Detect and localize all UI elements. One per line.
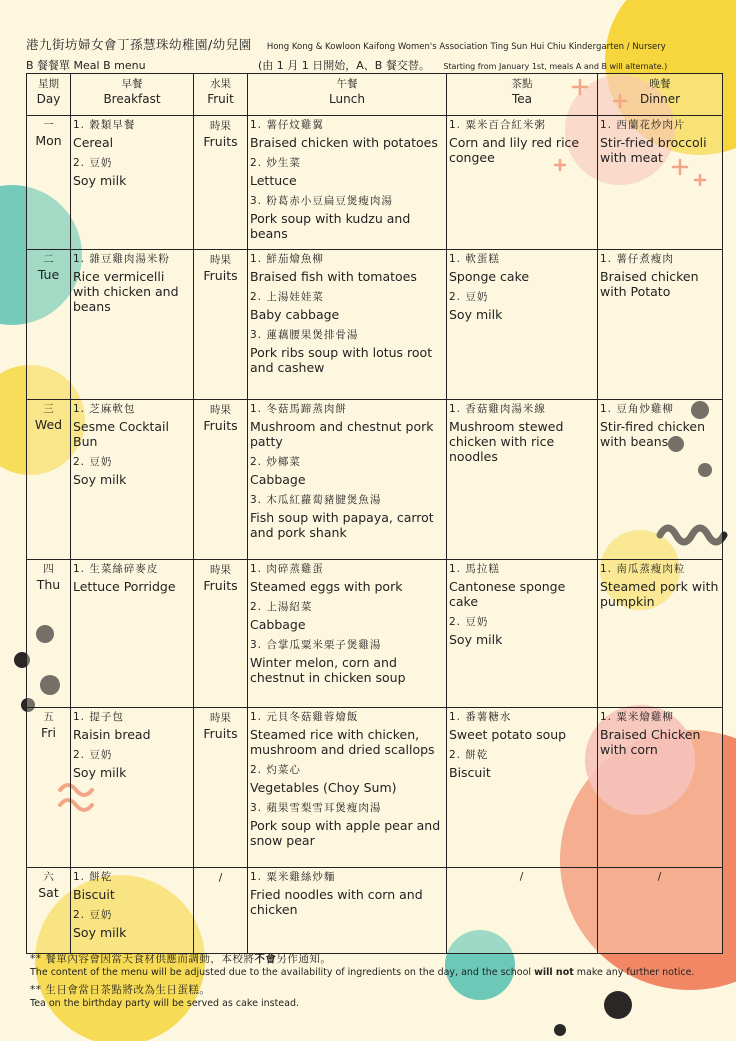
- fruit-cell: [194, 116, 248, 250]
- fruit-cn: 時果: [210, 254, 231, 266]
- item-name-en: Fried noodles with corn and chicken: [250, 887, 423, 917]
- column-header-tea: [447, 74, 598, 116]
- item-name-cn: 1. 肉碎蒸雞蛋: [250, 563, 324, 575]
- dinner-cell: [598, 400, 723, 560]
- table-row: [27, 868, 723, 954]
- day-cn: 六: [43, 871, 54, 883]
- breakfast-cell: [71, 250, 194, 400]
- fruit-cell: [194, 400, 248, 560]
- item-name-cn: 2. 上湯紹菜: [250, 601, 313, 613]
- fruit-en: Fruits: [203, 134, 238, 149]
- day-en: Fri: [41, 725, 56, 740]
- tea-item: [449, 710, 595, 742]
- item-name-en: Braised Chicken with corn: [600, 727, 701, 757]
- lunch-cell: [248, 560, 447, 708]
- item-name-en: Sponge cake: [449, 269, 530, 284]
- item-name-en: Biscuit: [449, 765, 491, 780]
- dinner-item: [600, 252, 720, 299]
- day-cn: 三: [43, 403, 54, 415]
- tea-item: [449, 748, 595, 780]
- item-name-cn: 3. 粉葛赤小豆扁豆煲瘦肉湯: [250, 195, 393, 207]
- item-name-en: Baby cabbage: [250, 307, 340, 322]
- alternation-note: [258, 57, 667, 73]
- item-name-cn: 1. 生菜絲碎麥皮: [73, 563, 159, 575]
- column-header-cn: 晚餐: [649, 78, 671, 90]
- item-name-en: Braised chicken with Potato: [600, 269, 699, 299]
- day-cell: [27, 868, 71, 954]
- menu-label: B 餐餐單 Meal B menu: [26, 59, 146, 72]
- lunch-item: [250, 402, 444, 449]
- table-row: [27, 250, 723, 400]
- item-name-en: Sweet potato soup: [449, 727, 567, 742]
- column-header-lunch: [248, 74, 447, 116]
- tea-item: [449, 562, 595, 609]
- day-cell: [27, 400, 71, 560]
- item-name-en: Corn and lily red rice congee: [449, 135, 580, 165]
- column-header-en: Fruit: [207, 92, 234, 106]
- item-name-cn: 2. 上湯娃娃菜: [250, 291, 324, 303]
- item-name-cn: 1. 粟米百合紅米粥: [449, 119, 546, 131]
- column-header-en: Dinner: [639, 92, 681, 106]
- school-name-en: Hong Kong & Kowloon Kaifong Women's Association Ting Sun Hui Chiu Kindergarten / Nursery: [266, 42, 666, 52]
- lunch-cell: [248, 708, 447, 868]
- breakfast-cell: [71, 868, 194, 954]
- fruit-cell: [194, 868, 248, 954]
- item-name-cn: 1. 薯仔煮瘦肉: [600, 253, 674, 265]
- dinner-item: [600, 562, 720, 609]
- fruit-cn: 時果: [210, 404, 231, 416]
- breakfast-cell: [71, 560, 194, 708]
- menu-table: [26, 73, 723, 954]
- item-name-cn: 2. 豆奶: [73, 909, 113, 921]
- dinner-cell: [598, 560, 723, 708]
- item-name-en: Rice vermicelli with chicken and beans: [73, 269, 179, 314]
- fruit-cn: 時果: [210, 120, 231, 132]
- item-name-en: Steamed rice with chicken, mushroom and dried scallops: [250, 727, 435, 757]
- lunch-cell: [248, 116, 447, 250]
- fruit-cell: [194, 560, 248, 708]
- column-header-en: Breakfast: [103, 92, 161, 106]
- item-name-en: Biscuit: [73, 887, 115, 902]
- item-name-en: Cabbage: [250, 472, 306, 487]
- menu-subheader: [26, 57, 726, 73]
- breakfast-item: [73, 455, 191, 487]
- alternation-note-en: Starting from January 1st, meals A and B will alternate.): [443, 62, 668, 71]
- alternation-note-cn: (由 1 月 1 日開始，A、B 餐交替。: [258, 59, 430, 72]
- tea-item: [449, 402, 595, 464]
- item-name-cn: 1. 芝麻軟包: [73, 403, 136, 415]
- fruit-en: Fruits: [203, 578, 238, 593]
- column-header-en: Tea: [511, 92, 533, 106]
- item-name-en: Sesme Cocktail Bun: [73, 419, 169, 449]
- dinner-item: [600, 402, 720, 449]
- day-en: Sat: [38, 885, 59, 900]
- item-name-cn: 1. 粟米燴雞柳: [600, 711, 674, 723]
- lunch-item: [250, 290, 444, 322]
- item-name-cn: 1. 番薯糖水: [449, 711, 512, 723]
- lunch-item: [250, 763, 444, 795]
- item-name-cn: 2. 豆奶: [449, 616, 489, 628]
- table-row: [27, 400, 723, 560]
- item-name-en: Raisin bread: [73, 727, 151, 742]
- lunch-item: [250, 801, 444, 848]
- lunch-item: [250, 328, 444, 375]
- item-name-cn: 1. 軟蛋糕: [449, 253, 500, 265]
- item-name-en: Pork soup with apple pear and snow pear: [250, 818, 441, 848]
- lunch-item: [250, 638, 444, 685]
- item-name-cn: 1. 冬菇馬蹄蒸肉餅: [250, 403, 347, 415]
- lunch-item: [250, 252, 444, 284]
- item-name-cn: 2. 餅乾: [449, 749, 489, 761]
- column-header-cn: 早餐: [121, 78, 143, 90]
- fruit-cell: [194, 708, 248, 868]
- tea-cell: [447, 116, 598, 250]
- lunch-cell: [248, 250, 447, 400]
- day-cn: 四: [43, 563, 54, 575]
- lunch-item: [250, 455, 444, 487]
- item-name-cn: 2. 豆奶: [449, 291, 489, 303]
- lunch-item: [250, 156, 444, 188]
- item-name-cn: 1. 西蘭花炒肉片: [600, 119, 686, 131]
- note-adjustment-en: The content of the menu will be adjusted due to the availability of ingredients on the day, and the school will not make any further notice.: [30, 967, 695, 978]
- lunch-cell: [248, 868, 447, 954]
- item-name-en: Cantonese sponge cake: [449, 579, 566, 609]
- item-name-cn: 1. 鮮茄燴魚柳: [250, 253, 324, 265]
- breakfast-cell: [71, 708, 194, 868]
- item-name-en: Soy milk: [73, 765, 127, 780]
- day-cn: 一: [43, 119, 54, 131]
- breakfast-cell: [71, 400, 194, 560]
- item-name-cn: 2. 豆奶: [73, 157, 113, 169]
- item-name-cn: 3. 蘋果雪梨雪耳煲瘦肉湯: [250, 802, 382, 814]
- fruit-en: Fruits: [203, 268, 238, 283]
- dinner-item: [600, 710, 720, 757]
- tea-cell: [447, 400, 598, 560]
- tea-item: [449, 615, 595, 647]
- lunch-item: [250, 600, 444, 632]
- school-name-cn: 港九街坊婦女會丁孫慧珠幼稚園/幼兒園: [26, 37, 252, 52]
- item-name-cn: 2. 灼菜心: [250, 764, 301, 776]
- fruit-cn: 時果: [210, 712, 231, 724]
- column-header-dinner: [598, 74, 723, 116]
- item-name-en: Cereal: [73, 135, 114, 150]
- menu-body: [27, 116, 723, 954]
- header: [26, 34, 726, 54]
- note-birthday-en: Tea on the birthday party will be served as cake instead.: [30, 998, 300, 1009]
- item-name-en: Stir-fried broccoli with meat: [600, 135, 707, 165]
- item-name-cn: 3. 木瓜紅蘿蔔豬腱煲魚湯: [250, 494, 382, 506]
- table-row: [27, 560, 723, 708]
- dinner-item: [600, 118, 720, 165]
- item-name-cn: /: [657, 871, 663, 883]
- item-name-cn: 1. 提子包: [73, 711, 124, 723]
- dinner-cell: [598, 708, 723, 868]
- item-name-cn: 1. 薯仔炆雞翼: [250, 119, 324, 131]
- day-cn: 五: [43, 711, 54, 723]
- item-name-cn: 1. 豆角炒雞柳: [600, 403, 674, 415]
- tea-cell: [447, 708, 598, 868]
- item-name-en: Steamed pork with pumpkin: [600, 579, 719, 609]
- dinner-item: [600, 870, 720, 885]
- item-name-en: Soy milk: [73, 472, 127, 487]
- item-name-en: Braised fish with tomatoes: [250, 269, 417, 284]
- fruit-cn: 時果: [210, 564, 231, 576]
- item-name-cn: 1. 馬拉糕: [449, 563, 500, 575]
- item-name-cn: 2. 豆奶: [73, 749, 113, 761]
- tea-item: [449, 118, 595, 165]
- item-name-cn: 1. 穀類早餐: [73, 119, 136, 131]
- item-name-en: Pork soup with kudzu and beans: [250, 211, 411, 241]
- day-en: Wed: [34, 417, 63, 432]
- table-row: [27, 116, 723, 250]
- lunch-cell: [248, 400, 447, 560]
- column-header-fruit: [194, 74, 248, 116]
- column-header-cn: 茶點: [511, 78, 533, 90]
- item-name-en: Steamed eggs with pork: [250, 579, 403, 594]
- column-header-day: [27, 74, 71, 116]
- table-row: [27, 708, 723, 868]
- dinner-cell: [598, 250, 723, 400]
- breakfast-item: [73, 252, 191, 314]
- item-name-en: Vegetables (Choy Sum): [250, 780, 397, 795]
- day-en: Thu: [36, 577, 61, 592]
- note-birthday-cn: ** 生日會當日茶點將改為生日蛋糕。: [30, 984, 211, 996]
- breakfast-item: [73, 562, 191, 594]
- item-name-cn: 1. 南瓜蒸瘦肉粒: [600, 563, 686, 575]
- note-adjustment-cn: ** 餐單內容會因當天食材供應而調動，本校將不會另作通知。: [30, 953, 332, 965]
- item-name-cn: 1. 香菇雞肉湯米線: [449, 403, 546, 415]
- column-header-breakfast: [71, 74, 194, 116]
- lunch-item: [250, 710, 444, 757]
- column-header-en: Lunch: [329, 92, 365, 106]
- item-name-en: Mushroom and chestnut pork patty: [250, 419, 434, 449]
- day-cell: [27, 708, 71, 868]
- dinner-cell: [598, 868, 723, 954]
- item-name-cn: 3. 蓮藕腰果煲排骨湯: [250, 329, 359, 341]
- fruit-en: Fruits: [203, 726, 238, 741]
- breakfast-item: [73, 748, 191, 780]
- item-name-cn: 1. 粟米雞絲炒麵: [250, 871, 336, 883]
- tea-cell: [447, 560, 598, 708]
- dinner-cell: [598, 116, 723, 250]
- item-name-en: Soy milk: [73, 925, 127, 940]
- fruit-cn: /: [218, 872, 223, 884]
- lunch-item: [250, 493, 444, 540]
- breakfast-item: [73, 710, 191, 742]
- tea-item: [449, 870, 595, 885]
- table-header-row: [27, 74, 723, 116]
- column-header-cn: 星期: [38, 78, 59, 90]
- item-name-en: Lettuce: [250, 173, 297, 188]
- item-name-cn: 2. 炒椰菜: [250, 456, 301, 468]
- breakfast-item: [73, 908, 191, 940]
- item-name-en: Cabbage: [250, 617, 306, 632]
- item-name-cn: 3. 合掌瓜粟米栗子煲雞湯: [250, 639, 382, 651]
- breakfast-item: [73, 118, 191, 150]
- fruit-en: Fruits: [203, 418, 238, 433]
- column-header-en: Day: [36, 92, 61, 106]
- item-name-cn: /: [519, 871, 525, 883]
- item-name-en: Winter melon, corn and chestnut in chicken soup: [250, 655, 406, 685]
- breakfast-item: [73, 402, 191, 449]
- day-cell: [27, 116, 71, 250]
- fruit-cell: [194, 250, 248, 400]
- item-name-en: Lettuce Porridge: [73, 579, 176, 594]
- day-cell: [27, 250, 71, 400]
- day-cn: 二: [43, 253, 54, 265]
- item-name-en: Braised chicken with potatoes: [250, 135, 438, 150]
- item-name-en: Pork ribs soup with lotus root and cashew: [250, 345, 433, 375]
- item-name-cn: 1. 雜豆雞肉湯米粉: [73, 253, 170, 265]
- column-header-cn: 午餐: [336, 78, 358, 90]
- tea-item: [449, 290, 595, 322]
- item-name-en: Mushroom stewed chicken with rice noodles: [449, 419, 564, 464]
- item-name-cn: 1. 元貝冬菇雞蓉燴飯: [250, 711, 359, 723]
- lunch-item: [250, 194, 444, 241]
- column-header-cn: 水果: [210, 78, 231, 90]
- item-name-cn: 2. 豆奶: [73, 456, 113, 468]
- tea-cell: [447, 868, 598, 954]
- tea-cell: [447, 250, 598, 400]
- item-name-en: Soy milk: [449, 307, 503, 322]
- footer-notes: [30, 952, 720, 1014]
- breakfast-item: [73, 156, 191, 188]
- item-name-en: Soy milk: [73, 173, 127, 188]
- item-name-cn: 1. 餅乾: [73, 871, 113, 883]
- item-name-cn: 2. 炒生菜: [250, 157, 301, 169]
- lunch-item: [250, 870, 444, 917]
- item-name-en: Soy milk: [449, 632, 503, 647]
- breakfast-item: [73, 870, 191, 902]
- lunch-item: [250, 118, 444, 150]
- item-name-en: Stir-fired chicken with beans: [600, 419, 706, 449]
- day-en: Tue: [37, 267, 60, 282]
- day-cell: [27, 560, 71, 708]
- tea-item: [449, 252, 595, 284]
- day-en: Mon: [35, 133, 62, 148]
- lunch-item: [250, 562, 444, 594]
- breakfast-cell: [71, 116, 194, 250]
- item-name-en: Fish soup with papaya, carrot and pork shank: [250, 510, 434, 540]
